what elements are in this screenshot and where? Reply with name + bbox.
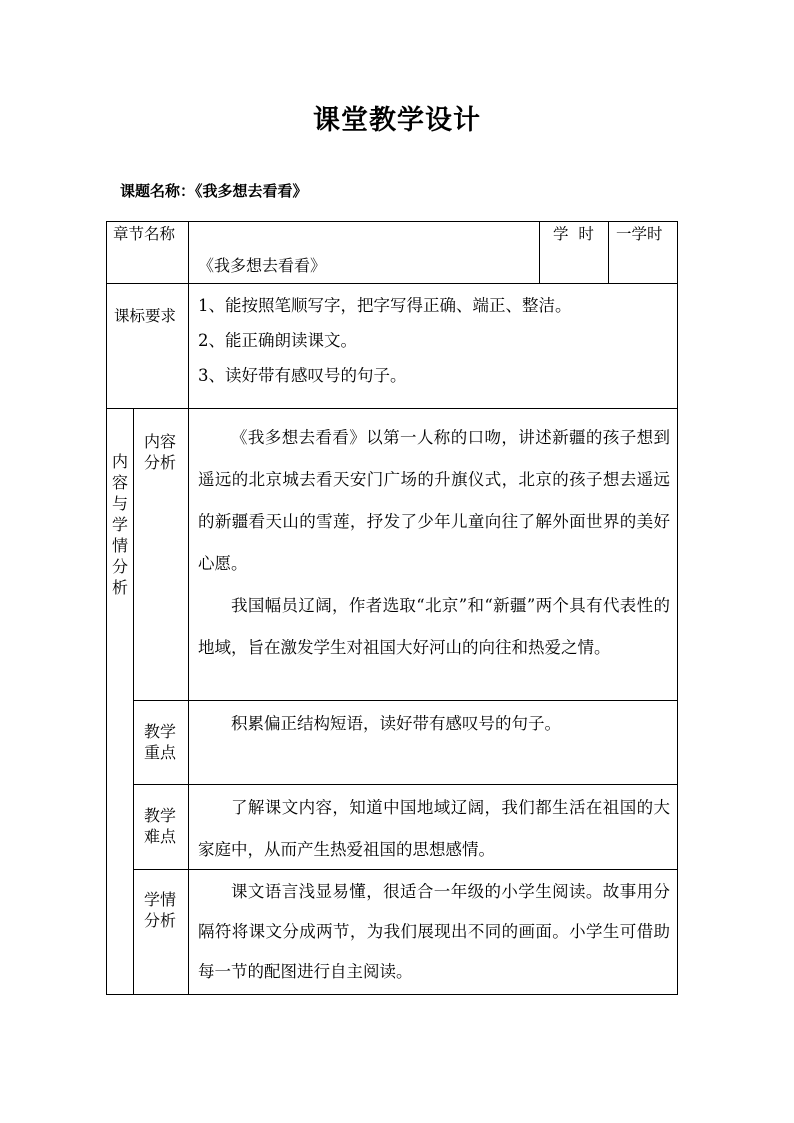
col-divider bbox=[539, 221, 540, 283]
standards-item: 3、读好带有感叹号的句子。 bbox=[198, 366, 407, 385]
table-border-left bbox=[106, 221, 107, 995]
analysis-label: 内容与学情分析 bbox=[111, 452, 128, 597]
learners-label: 学情分析 bbox=[144, 890, 177, 930]
learners-paragraph: 课文语言浅显易懂，很适合一年级的小学生阅读。故事用分隔符将课文分成两节，为我们展现出不同的画面。小学生可借助每一节的配图进行自主阅读。 bbox=[198, 882, 670, 981]
col-divider bbox=[188, 408, 189, 995]
key-points-text bbox=[198, 703, 670, 745]
standards-item: 1、能按照笔顺写字，把字写得正确、端正、整洁。 bbox=[198, 296, 572, 315]
subject-value: 《我多想去看看》 bbox=[195, 182, 308, 200]
difficulties-label: 教学难点 bbox=[144, 806, 177, 846]
content-label: 内容分析 bbox=[144, 432, 177, 472]
table-border-right bbox=[677, 221, 678, 995]
hours-value: 一学时 bbox=[616, 225, 663, 243]
hours-label: 学 时 bbox=[553, 225, 594, 243]
content-text bbox=[198, 417, 670, 669]
chapter-label: 章节名称 bbox=[113, 225, 176, 243]
learners-text bbox=[198, 872, 670, 992]
row-divider bbox=[133, 700, 678, 701]
col-divider bbox=[188, 221, 189, 408]
col-divider bbox=[608, 221, 609, 283]
difficulties-text bbox=[198, 787, 670, 871]
subject-label: 课题名称： bbox=[120, 182, 196, 200]
table-border-bottom bbox=[106, 994, 678, 995]
standards-list bbox=[198, 288, 572, 393]
row-divider bbox=[106, 283, 678, 284]
content-paragraph: 《我多想去看看》以第一人称的口吻，讲述新疆的孩子想到遥远的北京城去看天安门广场的升旗仪式，北京的孩子想去遥远的新疆看天山的雪莲，抒发了少年儿童向往了解外面世界的美好心愿。 bbox=[198, 428, 670, 573]
col-divider bbox=[133, 408, 134, 995]
key-points-label: 教学重点 bbox=[144, 722, 177, 762]
lesson-table bbox=[106, 221, 678, 995]
key-points-paragraph: 积累偏正结构短语，读好带有感叹号的句子。 bbox=[231, 714, 561, 733]
standards-item: 2、能正确朗读课文。 bbox=[198, 331, 357, 350]
row-divider bbox=[106, 408, 678, 409]
chapter-value: 《我多想去看看》 bbox=[198, 256, 327, 275]
standards-label: 课标要求 bbox=[114, 307, 177, 325]
page-title: 课堂教学设计 bbox=[313, 105, 481, 136]
difficulties-paragraph: 了解课文内容，知道中国地域辽阔，我们都生活在祖国的大家庭中，从而产生热爱祖国的思想感情。 bbox=[198, 798, 670, 859]
subject-line bbox=[120, 180, 308, 201]
table-border-top bbox=[106, 221, 678, 222]
content-paragraph: 我国幅员辽阔，作者选取“北京”和“新疆”两个具有代表性的地域，旨在激发学生对祖国大好河山的向往和热爱之情。 bbox=[198, 596, 670, 657]
row-divider bbox=[133, 784, 678, 785]
